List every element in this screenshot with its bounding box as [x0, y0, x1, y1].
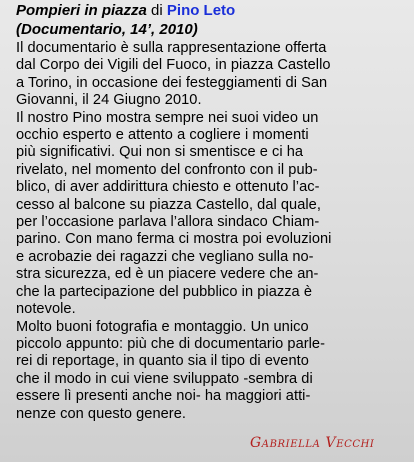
- body-line: Giovanni, il 24 Giugno 2010.: [16, 92, 202, 109]
- film-title: Pompieri in piazza: [16, 2, 147, 19]
- body-line: parino. Con mano ferma ci mostra poi evoluzioni: [16, 231, 332, 248]
- body-line: Il documentario è sulla rappresentazione offerta: [16, 40, 327, 56]
- body-line: per l’occasione parlava l’allora sindaco Chiam-: [16, 214, 320, 231]
- body-line: essere lì presenti anche noi- ha maggiori atti-: [16, 388, 311, 405]
- body-line: più significativi. Qui non si smentisce e ci ha: [16, 144, 304, 161]
- body-line: stra sicurezza, ed è un piacere vedere che an-: [16, 266, 319, 283]
- by-label: di: [146, 2, 167, 19]
- film-details: (Documentario, 14’, 2010): [16, 21, 198, 38]
- body-line: nenze con questo genere.: [16, 405, 186, 422]
- body-line: piccolo appunto: più che di documentario parle-: [16, 335, 326, 352]
- body-line: e acrobazie dei ragazzi che vegliano sulla no-: [16, 248, 314, 265]
- body-line: dal Corpo dei Vigili del Fuoco, in piazza Castello: [16, 57, 331, 74]
- body-line: che la partecipazione del pubblico in piazza è: [16, 283, 312, 300]
- body-line: occhio esperto e attento a cogliere i momenti: [16, 127, 309, 144]
- review-body: [16, 40, 406, 423]
- body-line: Molto buoni fotografia e montaggio. Un unico: [16, 318, 309, 335]
- body-line: a Torino, in occasione dei festeggiamenti di San: [16, 74, 328, 91]
- body-line: rivelato, nel momento del confronto con il pub-: [16, 161, 318, 178]
- body-line: Il nostro Pino mostra sempre nei suoi video un: [16, 109, 319, 126]
- body-line: notevole.: [16, 301, 76, 318]
- body-line: rei di reportage, in quanto sia il tipo di evento: [16, 353, 309, 370]
- body-line: cesso al balcone su piazza Castello, dal quale,: [16, 196, 321, 213]
- review-headline: [16, 1, 235, 20]
- reviewer-signature: Gabriella Vecchi: [250, 435, 375, 451]
- body-line: che il modo in cui viene sviluppato -sembra di: [16, 370, 313, 387]
- body-line: blico, di aver addirittura chiesto e ottenuto l’ac-: [16, 179, 320, 196]
- author-name: Pino Leto: [166, 2, 236, 19]
